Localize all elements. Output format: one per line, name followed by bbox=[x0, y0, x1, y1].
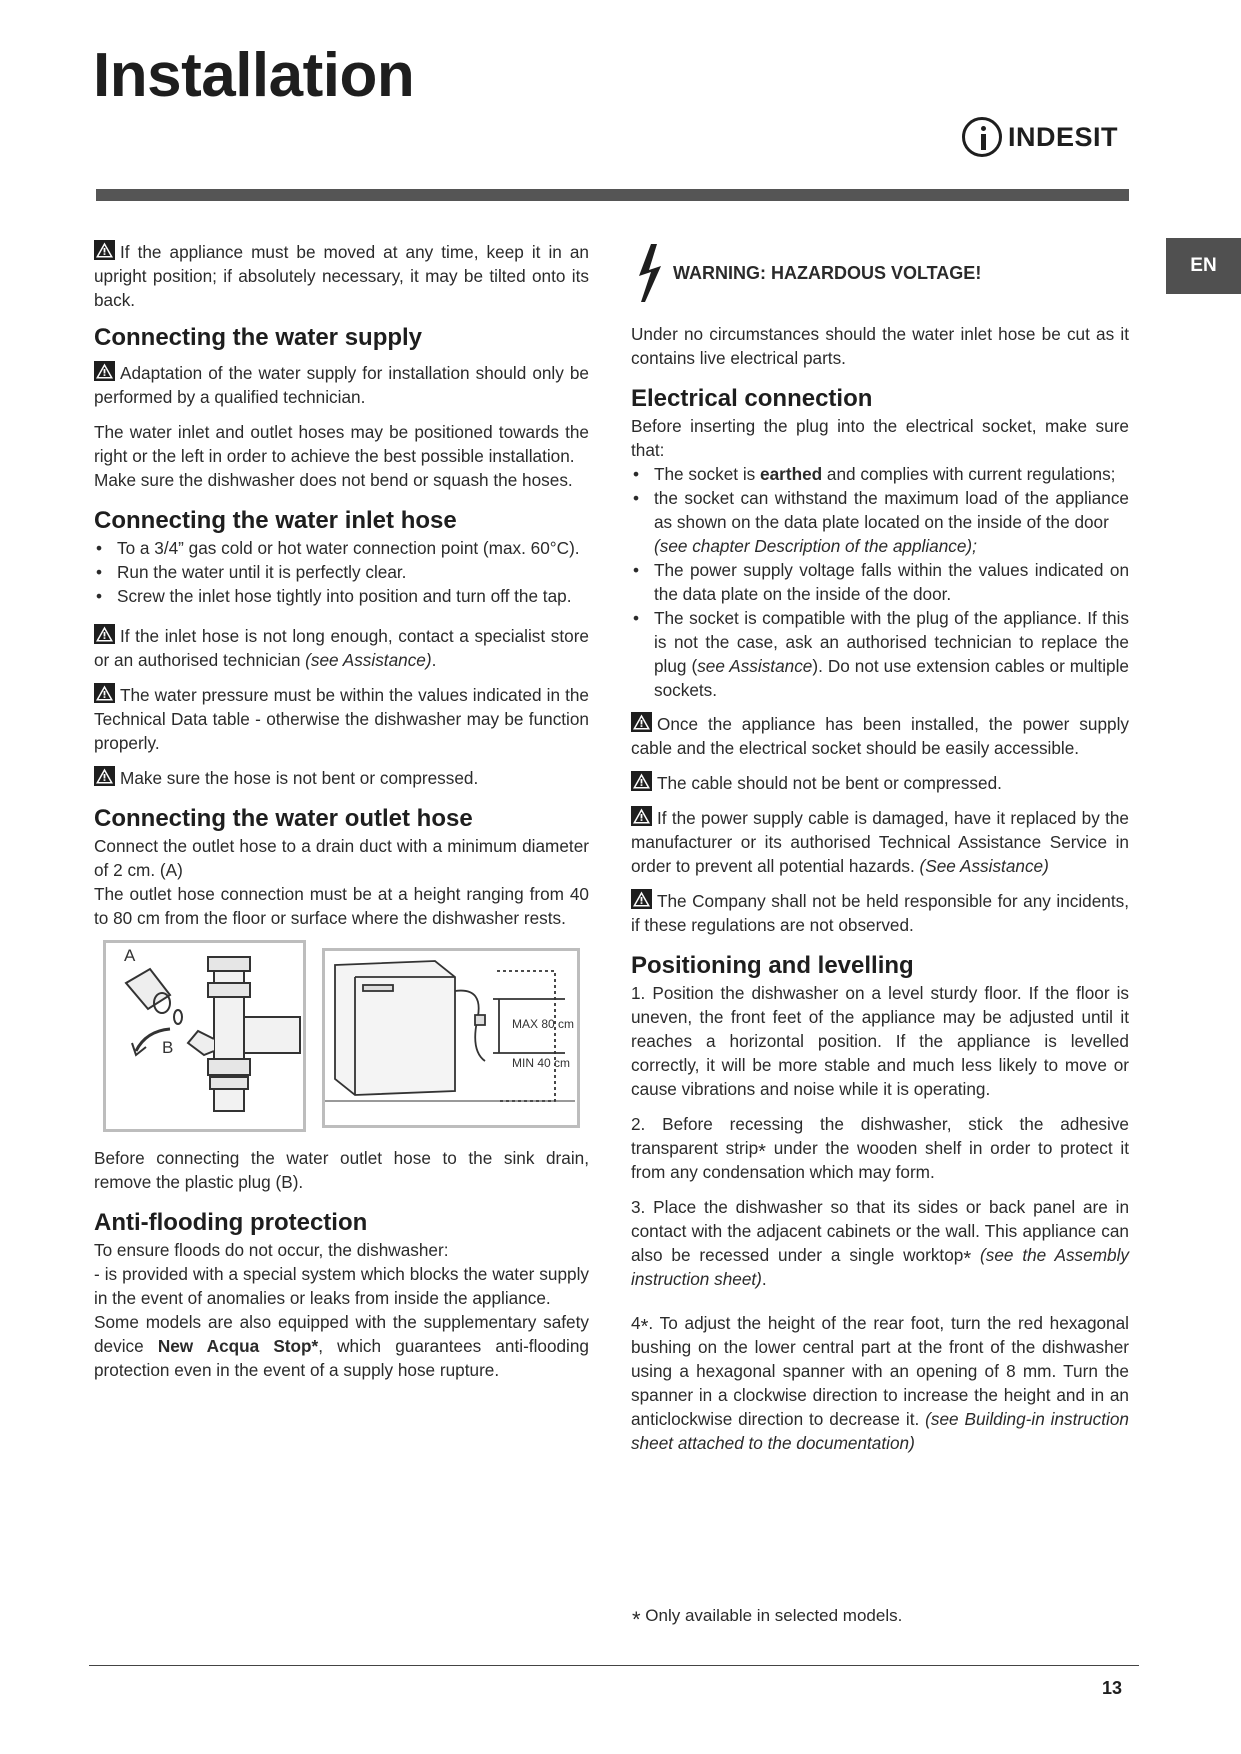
language-tab[interactable]: EN bbox=[1166, 238, 1241, 294]
electrical-warning-4: The Company shall not be held responsible for any incidents, if these regulations are not observed. bbox=[631, 891, 1129, 935]
footnote bbox=[632, 1606, 902, 1633]
warning-icon bbox=[94, 361, 115, 381]
electrical-intro: Before inserting the plug into the electrical socket, make sure that: bbox=[631, 416, 1129, 460]
heading-electrical: Electrical connection bbox=[631, 385, 873, 412]
electrical-warning-2: The cable should not be bent or compressed. bbox=[631, 771, 1129, 795]
asterisk-mark: * bbox=[758, 1141, 766, 1163]
drain-fitting-illustration bbox=[103, 940, 306, 1132]
intro-warning: If the appliance must be moved at any time, keep it in an upright position; if absolutely necessary, it may be tilted onto its back. bbox=[94, 242, 589, 310]
hazard-text: Under no circumstances should the water inlet hose be cut as it contains live electrical parts. bbox=[631, 324, 1129, 368]
heading-antiflooding: Anti-flooding protection bbox=[94, 1209, 368, 1236]
antiflood-p3: Some models are also equipped with the supplementary safety device New Acqua Stop*, which guarantees anti-flooding protection even in the event of a supply hose rupture. bbox=[94, 1312, 589, 1380]
assistance-reference: (See Assistance) bbox=[919, 856, 1049, 876]
lightning-bolt-icon bbox=[631, 242, 673, 304]
list-item: • the socket can withstand the maximum load of the appliance as shown on the data plate located on the inside of the door (see chapter Description of the appliance); bbox=[631, 486, 1129, 558]
brand-name: INDESIT bbox=[1008, 121, 1119, 152]
inlet-hose-warning-2: The water pressure must be within the values indicated in the Technical Data table - otherwise the dishwasher may be function properly. bbox=[94, 685, 589, 753]
list-item: • The socket is earthed and complies with current regulations; bbox=[631, 462, 1129, 486]
hazard-warning bbox=[631, 242, 1129, 304]
hazard-title: WARNING: HAZARDOUS VOLTAGE! bbox=[673, 263, 982, 283]
right-column bbox=[631, 240, 1129, 1466]
dishwasher-drawing bbox=[325, 951, 577, 1125]
left-column bbox=[94, 240, 589, 1393]
figure-max-label: MAX 80 cm bbox=[512, 1017, 575, 1031]
positioning-p3: 3. Place the dishwasher so that its sides or back panel are in contact with the adjacent cabinets or the wall. This appliance can also be recessed under a single worktop* (see the Assembly instruction sheet). bbox=[631, 1197, 1129, 1289]
water-supply-p1: The water inlet and outlet hoses may be positioned towards the right or the left in order to achieve the best possible installation. bbox=[94, 422, 589, 466]
description-reference: (see chapter Description of the appliance); bbox=[654, 536, 977, 556]
footnote-text: Only available in selected models. bbox=[645, 1606, 903, 1625]
heading-water-supply: Connecting the water supply bbox=[94, 324, 423, 351]
electrical-warning-3: If the power supply cable is damaged, have it replaced by the manufacturer or its authorised Technical Assistance Service in order to prevent all potential hazards. (See Assistance) bbox=[631, 808, 1129, 876]
figure-label-b: B bbox=[162, 1038, 174, 1057]
water-supply-p2: Make sure the dishwasher does not bend or squash the hoses. bbox=[94, 470, 573, 490]
list-item: • To a 3/4” gas cold or hot water connection point (max. 60°C). bbox=[94, 536, 589, 560]
heading-positioning: Positioning and levelling bbox=[631, 952, 914, 979]
list-item: • Run the water until it is perfectly clear. bbox=[94, 560, 589, 584]
brand-logo bbox=[962, 116, 1118, 158]
building-in-reference: (see Building-in instruction sheet attached to the documentation) bbox=[631, 1409, 1129, 1453]
electrical-list bbox=[631, 462, 1129, 702]
drain-pipe-drawing bbox=[106, 943, 303, 1129]
antiflood-p2: - is provided with a special system which blocks the water supply in the event of anomalies or leaks from inside the appliance. bbox=[94, 1264, 589, 1308]
page-number: 13 bbox=[1102, 1678, 1123, 1698]
page-title: Installation bbox=[93, 41, 415, 110]
asterisk-mark: * bbox=[640, 1316, 649, 1338]
list-item: • The socket is compatible with the plug of the appliance. If this is not the case, ask an authorised technician to replace the plug (see Assistance). Do not use extension cables or multiple sockets. bbox=[631, 606, 1129, 702]
footer-divider bbox=[89, 1665, 1139, 1666]
outlet-hose-figure bbox=[94, 940, 589, 1132]
acqua-stop-name: New Acqua Stop* bbox=[157, 1336, 319, 1356]
heading-outlet-hose: Connecting the water outlet hose bbox=[94, 805, 473, 832]
assembly-reference: (see the Assembly instruction sheet) bbox=[631, 1245, 1129, 1289]
warning-icon bbox=[631, 712, 652, 732]
info-logo-icon bbox=[962, 117, 1002, 157]
inlet-hose-warning-3: Make sure the hose is not bent or compressed. bbox=[94, 766, 589, 790]
warning-icon bbox=[631, 889, 652, 909]
warning-icon bbox=[631, 771, 652, 791]
heading-inlet-hose: Connecting the water inlet hose bbox=[94, 507, 457, 534]
dishwasher-height-illustration bbox=[322, 948, 580, 1128]
figure-label-a: A bbox=[124, 946, 136, 965]
asterisk-mark: * bbox=[963, 1248, 972, 1270]
warning-icon bbox=[94, 240, 115, 260]
assistance-reference: see Assistance bbox=[697, 656, 813, 676]
outlet-hose-p3: Before connecting the water outlet hose to the sink drain, remove the plastic plug (B). bbox=[94, 1148, 589, 1192]
positioning-p4: 4*. To adjust the height of the rear foot, turn the red hexagonal bushing on the lower central part at the front of the dishwasher using a hexagonal spanner with an opening of 8 mm. Turn the spanner in a clockwise direction to increase the height and in an anticlockwise direction to decrease it. (see Building-in instruction sheet attached to the documentation) bbox=[631, 1313, 1129, 1453]
outlet-hose-p1: Connect the outlet hose to a drain duct with a minimum diameter of 2 cm. (A) bbox=[94, 836, 589, 880]
inlet-hose-list bbox=[94, 536, 589, 608]
header-divider bbox=[96, 189, 1129, 201]
antiflood-p1: To ensure floods do not occur, the dishwasher: bbox=[94, 1240, 449, 1260]
list-item: • Screw the inlet hose tightly into position and turn off the tap. bbox=[94, 584, 589, 608]
positioning-p1: 1. Position the dishwasher on a level sturdy floor. If the floor is uneven, the front feet of the appliance may be adjusted until it reaches a horizontal position. If the appliance is levelled correctly, it will be more stable and much less likely to move or cause vibrations and noise while it is operating. bbox=[631, 983, 1129, 1099]
footnote-asterisk: * bbox=[632, 1607, 641, 1632]
warning-icon bbox=[631, 806, 652, 826]
warning-icon bbox=[94, 624, 115, 644]
electrical-warning-1: Once the appliance has been installed, the power supply cable and the electrical socket should be easily accessible. bbox=[631, 714, 1129, 758]
inlet-hose-warning-1: If the inlet hose is not long enough, contact a specialist store or an authorised technician (see Assistance). bbox=[94, 626, 589, 670]
list-item: • The power supply voltage falls within the values indicated on the data plate on the inside of the door. bbox=[631, 558, 1129, 606]
warning-icon bbox=[94, 683, 115, 703]
figure-min-label: MIN 40 cm bbox=[512, 1056, 571, 1070]
outlet-hose-p2: The outlet hose connection must be at a height ranging from 40 to 80 cm from the floor or surface where the dishwasher rests. bbox=[94, 884, 589, 928]
warning-icon bbox=[94, 766, 115, 786]
positioning-p2: 2. Before recessing the dishwasher, stick the adhesive transparent strip* under the wooden shelf in order to protect it from any condensation which may form. bbox=[631, 1114, 1129, 1182]
water-supply-warning: Adaptation of the water supply for installation should only be performed by a qualified technician. bbox=[94, 363, 589, 407]
assistance-reference: (see Assistance) bbox=[305, 650, 432, 670]
